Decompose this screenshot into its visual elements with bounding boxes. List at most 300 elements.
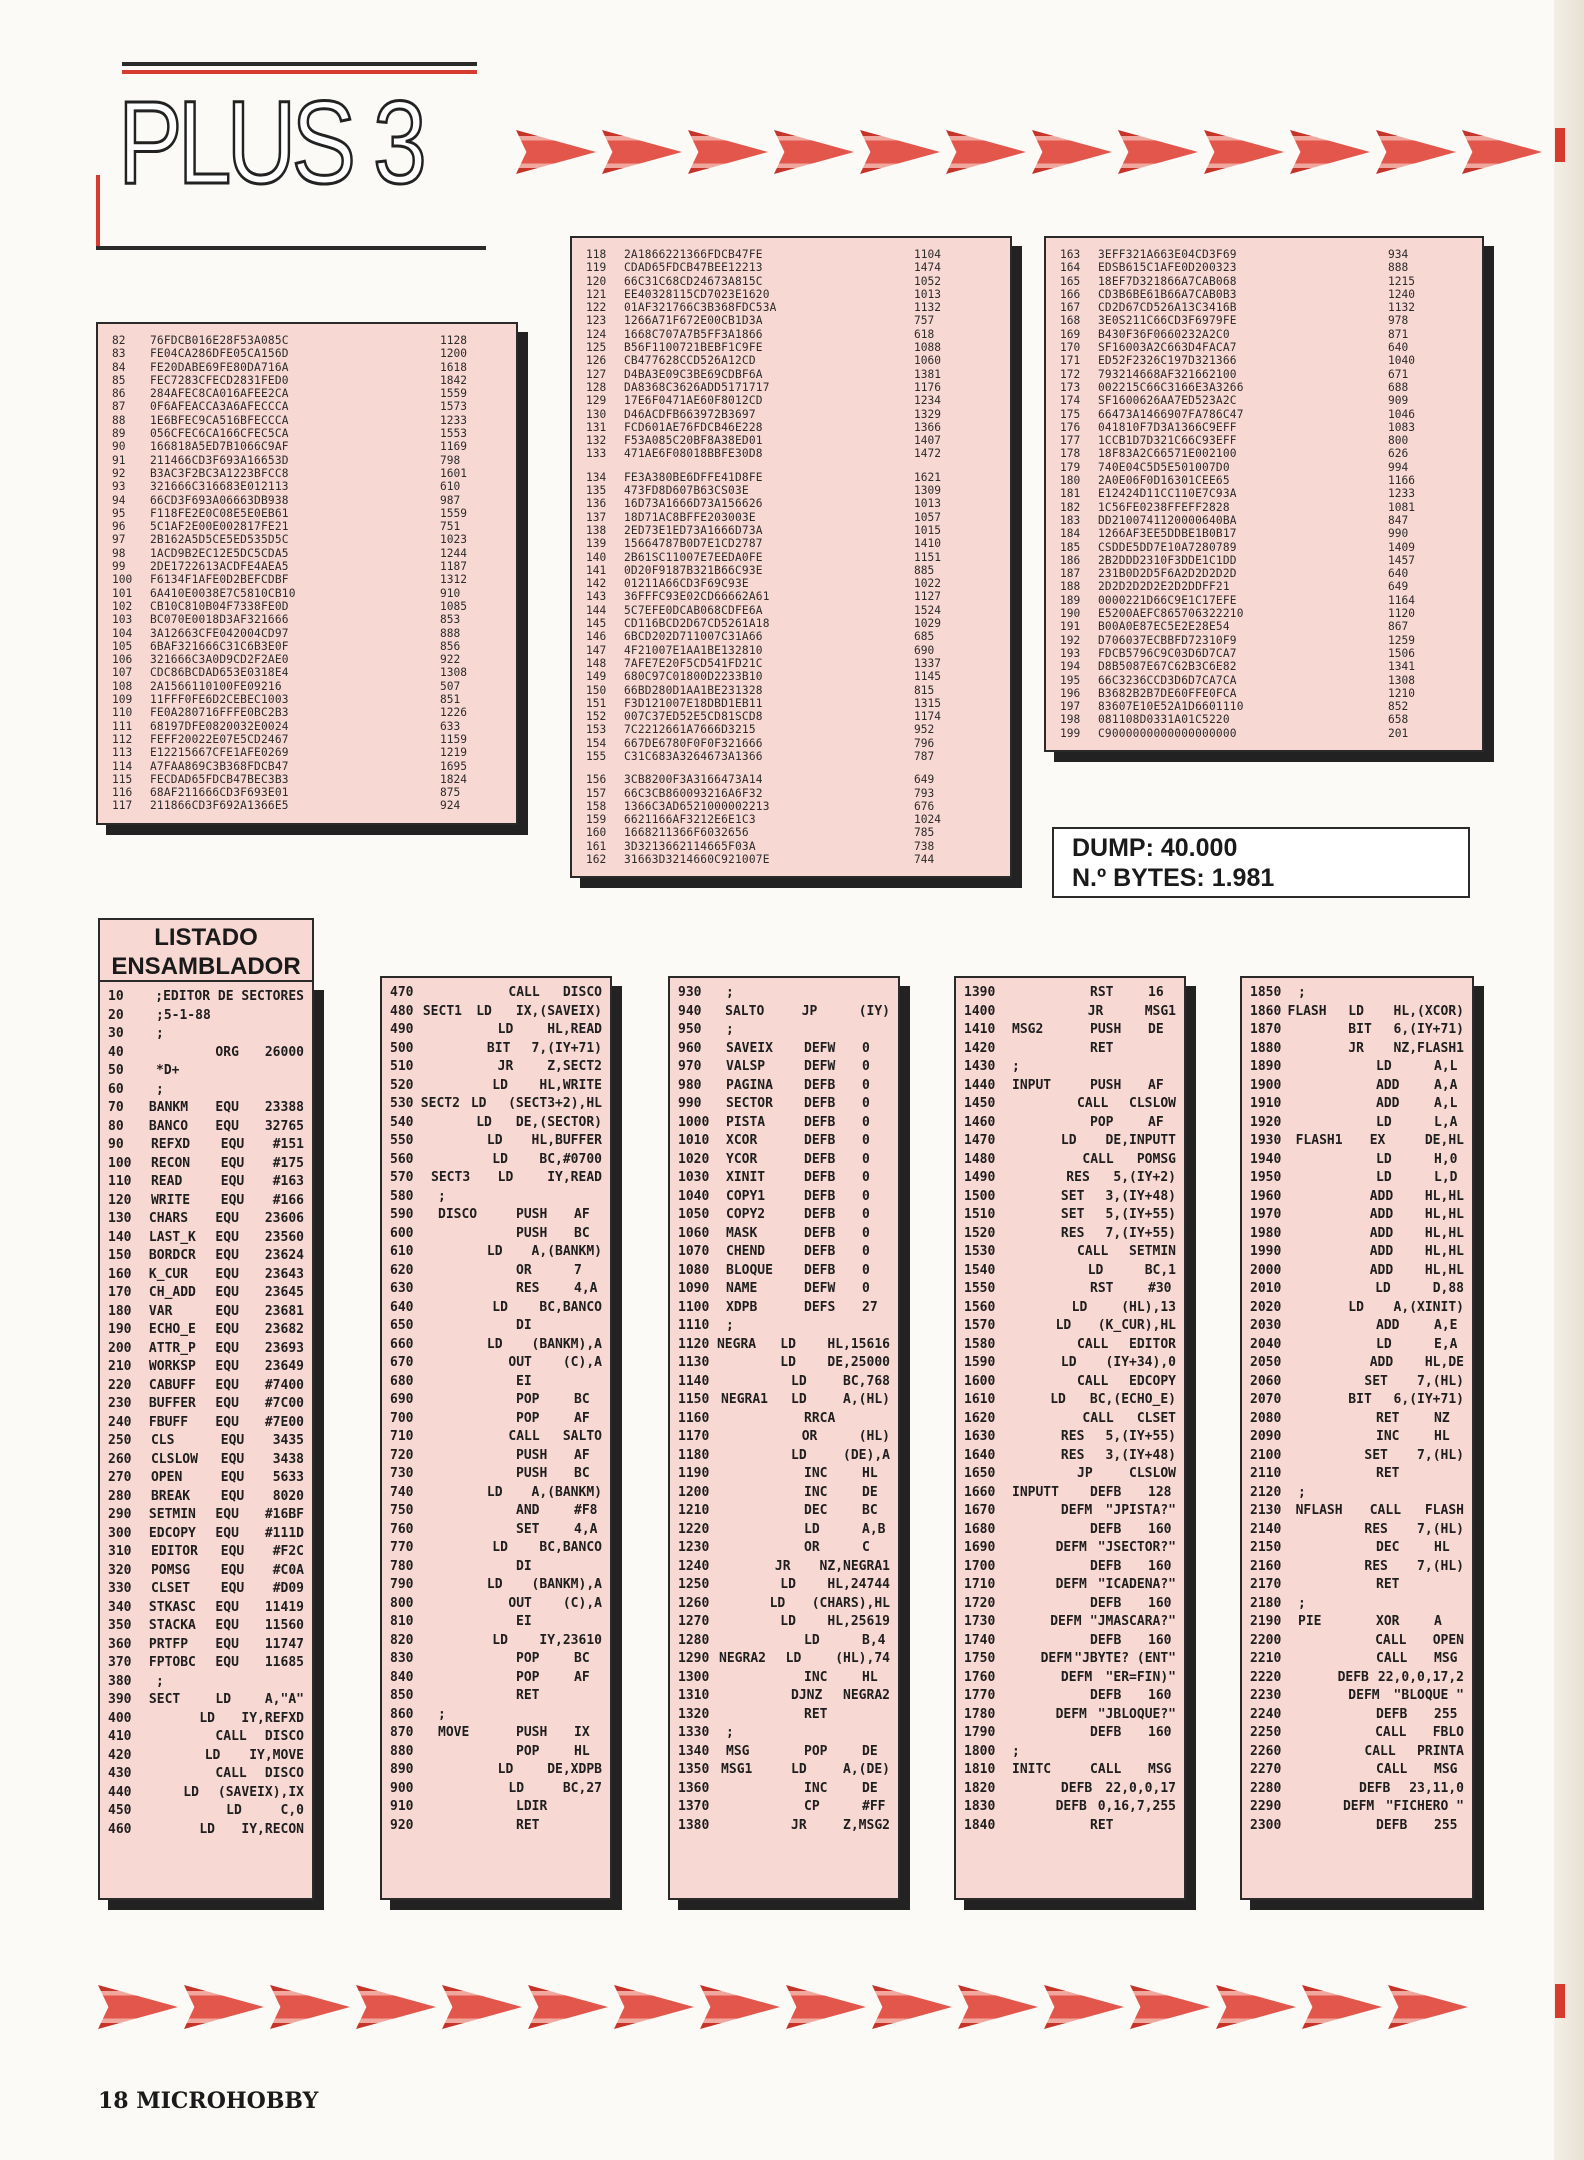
checksum: 1013 bbox=[914, 497, 941, 511]
hex-data: CB477628CCD526A12CD bbox=[624, 354, 756, 368]
asm-opcode: DEFB bbox=[1090, 1688, 1122, 1703]
asm-operand: #D09 bbox=[272, 1581, 304, 1596]
asm-line bbox=[108, 1469, 304, 1488]
asm-line bbox=[1250, 1576, 1464, 1595]
asm-opcode: CALL bbox=[1077, 1244, 1109, 1259]
asm-label bbox=[1012, 1724, 1090, 1743]
asm-column-2 bbox=[380, 976, 612, 1900]
asm-line bbox=[964, 1354, 1176, 1373]
hex-data: 740E04C5D5E501007D0 bbox=[1098, 460, 1230, 474]
asm-line bbox=[108, 1654, 304, 1673]
asm-opcode: EQU bbox=[220, 1155, 245, 1171]
hex-data: 4F21007E1AA1BE132810 bbox=[624, 643, 763, 657]
asm-operand: NZ bbox=[1434, 1410, 1450, 1426]
asm-line-number: 1300 bbox=[678, 1669, 710, 1685]
asm-line-number: 940 bbox=[678, 1003, 702, 1019]
hex-line bbox=[112, 746, 502, 759]
asm-operand: 23624 bbox=[264, 1248, 304, 1263]
line-number: 93 bbox=[112, 480, 126, 494]
asm-line bbox=[964, 1428, 1176, 1447]
asm-operand bbox=[1148, 1040, 1176, 1059]
asm-line-number: 40 bbox=[108, 1044, 124, 1060]
line-number: 124 bbox=[586, 327, 607, 341]
asm-operand: #F8 bbox=[574, 1503, 598, 1518]
asm-operand: #F2C bbox=[272, 1544, 304, 1559]
checksum: 885 bbox=[914, 563, 935, 577]
asm-line-number: 810 bbox=[390, 1614, 414, 1629]
asm-label bbox=[726, 1706, 804, 1725]
asm-label bbox=[726, 1410, 804, 1429]
asm-operand: 7,(HL) bbox=[1417, 1521, 1464, 1537]
asm-opcode: CALL bbox=[1369, 1503, 1402, 1518]
hex-data: FEC7283CFECD2831FED0 bbox=[150, 373, 289, 387]
hex-line bbox=[112, 693, 502, 706]
asm-operand: MSG bbox=[1148, 1762, 1172, 1777]
asm-line-number: 1220 bbox=[678, 1521, 710, 1537]
hex-data: 056CFEC6CA166CFEC5CA bbox=[150, 427, 289, 441]
asm-label: FLASH bbox=[1287, 1003, 1327, 1019]
asm-label: ; bbox=[438, 1188, 446, 1204]
checksum: 1219 bbox=[440, 746, 467, 760]
asm-line bbox=[1250, 1521, 1464, 1540]
asm-line-number: 2090 bbox=[1250, 1429, 1282, 1444]
asm-opcode: LD bbox=[1376, 1151, 1392, 1167]
asm-line-number: 1640 bbox=[964, 1447, 996, 1463]
hex-data: C9000000000000000000 bbox=[1098, 726, 1237, 740]
hex-data: CSDDE5DD7E10A7280789 bbox=[1098, 540, 1237, 554]
asm-operand: 3438 bbox=[272, 1451, 304, 1467]
asm-label: INITC bbox=[1012, 1762, 1052, 1777]
hex-data: 284AFEC8CA016AFEE2CA bbox=[150, 387, 289, 401]
line-number: 163 bbox=[1060, 248, 1081, 261]
asm-opcode: DEFB bbox=[1090, 1595, 1122, 1611]
asm-label: SECT bbox=[148, 1692, 181, 1707]
asm-line bbox=[1250, 1169, 1464, 1188]
asm-line bbox=[1250, 1354, 1464, 1373]
asm-label: SECTOR bbox=[726, 1096, 773, 1111]
checksum: 1104 bbox=[914, 248, 941, 261]
listado-title bbox=[98, 918, 314, 980]
checksum: 1472 bbox=[914, 447, 941, 461]
asm-line-number: 180 bbox=[108, 1303, 132, 1319]
asm-operand: HL,HL bbox=[1424, 1188, 1464, 1204]
asm-operand: 160 bbox=[1148, 1521, 1172, 1537]
asm-operand: (HL),74 bbox=[835, 1651, 890, 1666]
asm-operand: 11560 bbox=[264, 1618, 304, 1633]
asm-line bbox=[390, 1021, 602, 1040]
asm-line bbox=[964, 1817, 1176, 1836]
asm-line bbox=[108, 1765, 304, 1784]
asm-line-number: 1760 bbox=[964, 1669, 996, 1685]
checksum: 1233 bbox=[440, 413, 467, 427]
asm-line bbox=[964, 1447, 1176, 1466]
asm-label bbox=[726, 1798, 804, 1817]
line-number: 149 bbox=[586, 670, 607, 684]
asm-line-number: 2150 bbox=[1250, 1540, 1282, 1555]
asm-opcode: LD bbox=[470, 1096, 487, 1111]
checksum: 688 bbox=[1388, 380, 1409, 394]
asm-line-number: 1330 bbox=[678, 1725, 710, 1740]
asm-operand: BC,#0700 bbox=[539, 1151, 602, 1167]
asm-operand: #111D bbox=[264, 1525, 304, 1541]
asm-line-number: 1240 bbox=[678, 1558, 710, 1574]
checksum: 1022 bbox=[914, 577, 941, 591]
asm-line-number: 650 bbox=[390, 1318, 414, 1333]
asm-opcode: LD bbox=[492, 1151, 508, 1167]
asm-line bbox=[108, 1821, 304, 1840]
hex-line bbox=[112, 507, 502, 520]
hex-line bbox=[112, 400, 502, 413]
asm-operand: 32765 bbox=[264, 1118, 304, 1134]
asm-label bbox=[1012, 1817, 1090, 1836]
asm-label bbox=[431, 1021, 498, 1040]
line-number: 177 bbox=[1060, 434, 1081, 448]
asm-operand: 3435 bbox=[272, 1433, 304, 1448]
asm-line bbox=[678, 1447, 890, 1466]
asm-line-number: 1160 bbox=[678, 1410, 710, 1426]
asm-line bbox=[390, 1539, 602, 1558]
hex-line bbox=[112, 706, 502, 719]
asm-line bbox=[678, 1687, 890, 1706]
asm-label bbox=[145, 1747, 205, 1766]
asm-label bbox=[1001, 1132, 1061, 1151]
checksum: 987 bbox=[440, 493, 461, 507]
asm-opcode: DEFB bbox=[1359, 1780, 1391, 1796]
asm-opcode: LD bbox=[1055, 1318, 1072, 1333]
asm-opcode: LD bbox=[226, 1803, 242, 1818]
line-number: 166 bbox=[1060, 287, 1081, 301]
asm-line bbox=[678, 1798, 890, 1817]
asm-line-number: 2250 bbox=[1250, 1725, 1282, 1740]
asm-opcode: EI bbox=[516, 1373, 532, 1389]
asm-operand: E,A bbox=[1434, 1336, 1458, 1352]
checksum: 1120 bbox=[1388, 607, 1415, 621]
asm-line bbox=[1250, 1484, 1464, 1503]
hex-data: 002215C66C3166E3A3266 bbox=[1098, 380, 1244, 394]
asm-label bbox=[726, 1780, 804, 1799]
asm-line bbox=[1250, 1336, 1464, 1355]
hex-data: 2D2D2D2D2E2D2DDFF21 bbox=[1098, 580, 1230, 594]
asm-operand: 0 bbox=[862, 1262, 870, 1278]
asm-opcode: LD bbox=[780, 1577, 796, 1592]
asm-operand: IY,RECON bbox=[241, 1821, 304, 1837]
hex-line bbox=[1060, 727, 1468, 740]
hex-data: CDAD65FDCB47BEE12213 bbox=[624, 261, 763, 275]
asm-opcode: EX bbox=[1369, 1133, 1386, 1148]
asm-opcode: EQU bbox=[215, 1377, 239, 1393]
asm-label bbox=[435, 1354, 508, 1373]
asm-line-number: 2140 bbox=[1250, 1521, 1282, 1537]
asm-line bbox=[678, 1391, 890, 1410]
asm-opcode: CALL bbox=[1364, 1743, 1396, 1759]
asm-operand: 0 bbox=[862, 1077, 870, 1093]
arrow-shape bbox=[528, 1985, 608, 2029]
arrow-shape bbox=[860, 130, 940, 174]
asm-line bbox=[678, 1206, 890, 1225]
line-number: 88 bbox=[112, 413, 126, 427]
asm-label bbox=[717, 1354, 780, 1373]
asm-opcode: DEFB bbox=[804, 1133, 836, 1148]
asm-line-number: 900 bbox=[390, 1780, 414, 1796]
hex-data: 11FFF0FE6D2CEBEC1003 bbox=[150, 693, 289, 707]
asm-line-number: 560 bbox=[390, 1151, 414, 1167]
asm-operand: BC bbox=[574, 1466, 590, 1481]
asm-opcode: RET bbox=[1376, 1466, 1400, 1481]
asm-line bbox=[390, 1798, 602, 1817]
asm-label bbox=[1012, 1558, 1090, 1577]
asm-line-number: 1430 bbox=[964, 1059, 996, 1074]
asm-line-number: 1450 bbox=[964, 1096, 996, 1111]
asm-operand: HL,(XCOR) bbox=[1393, 1003, 1464, 1019]
hex-line bbox=[112, 520, 502, 533]
checksum: 649 bbox=[1388, 580, 1409, 594]
asm-label bbox=[438, 1613, 516, 1632]
asm-operand bbox=[862, 1410, 890, 1429]
line-number: 173 bbox=[1060, 380, 1081, 394]
asm-opcode: CALL bbox=[215, 1766, 247, 1781]
hex-line bbox=[586, 408, 996, 421]
asm-label bbox=[995, 1650, 1040, 1669]
asm-line-number: 20 bbox=[108, 1007, 124, 1023]
asm-opcode: DEFM bbox=[1055, 1540, 1087, 1555]
checksum: 853 bbox=[440, 613, 461, 627]
asm-operand: 23,11,0 bbox=[1409, 1780, 1464, 1796]
asm-opcode: RET bbox=[1376, 1410, 1400, 1426]
line-number: 156 bbox=[586, 773, 607, 787]
hex-line bbox=[586, 341, 996, 354]
asm-label bbox=[1294, 1447, 1365, 1466]
asm-label: DISCO bbox=[438, 1207, 478, 1222]
asm-line-number: 1290 bbox=[678, 1651, 710, 1666]
asm-operand: HL bbox=[1434, 1540, 1450, 1555]
hex-line bbox=[586, 840, 996, 853]
asm-line-number: 1360 bbox=[678, 1780, 710, 1796]
hex-data: 18EF7D321866A7CAB068 bbox=[1098, 274, 1237, 288]
asm-opcode: SET bbox=[1364, 1373, 1388, 1389]
asm-opcode: RES bbox=[1060, 1447, 1085, 1463]
asm-label bbox=[1287, 1391, 1348, 1410]
hex-line bbox=[1060, 700, 1468, 713]
asm-opcode: EQU bbox=[220, 1137, 245, 1152]
asm-opcode: EQU bbox=[215, 1655, 239, 1670]
asm-line-number: 1200 bbox=[678, 1484, 710, 1500]
asm-line-number: 2020 bbox=[1250, 1299, 1282, 1315]
asm-opcode: DEFM bbox=[1060, 1503, 1093, 1518]
asm-label: SETMIN bbox=[148, 1507, 196, 1522]
checksum: 1127 bbox=[914, 590, 941, 604]
asm-operand: MSG bbox=[1434, 1762, 1458, 1777]
asm-line-number: 220 bbox=[108, 1377, 132, 1393]
asm-operand: #163 bbox=[272, 1174, 304, 1189]
checksum: 685 bbox=[914, 630, 935, 644]
checksum: 1029 bbox=[914, 617, 941, 631]
hex-panel-2 bbox=[570, 236, 1012, 878]
asm-operand bbox=[574, 1687, 602, 1706]
checksum: 1381 bbox=[914, 367, 941, 381]
asm-line bbox=[1250, 1743, 1464, 1762]
line-number: 136 bbox=[586, 497, 607, 511]
hex-data: 3CB8200F3A3166473A14 bbox=[624, 773, 763, 787]
asm-label: STACKA bbox=[148, 1618, 196, 1633]
asm-line bbox=[964, 1798, 1176, 1817]
asm-label bbox=[429, 1632, 492, 1651]
checksum: 1457 bbox=[1388, 553, 1415, 567]
hex-line bbox=[112, 440, 502, 453]
asm-opcode: AND bbox=[516, 1503, 540, 1518]
checksum: 1695 bbox=[440, 759, 467, 773]
asm-line-number: 620 bbox=[390, 1262, 414, 1278]
asm-line bbox=[390, 1743, 602, 1762]
asm-operand: AF bbox=[1148, 1114, 1164, 1130]
asm-label bbox=[1294, 1521, 1365, 1540]
asm-line-number: 1460 bbox=[964, 1114, 996, 1130]
hex-line bbox=[1060, 301, 1468, 314]
asm-label bbox=[1007, 1095, 1077, 1114]
asm-opcode: CALL bbox=[1375, 1632, 1407, 1648]
asm-operand: A bbox=[1434, 1614, 1442, 1629]
asm-line bbox=[964, 1521, 1176, 1540]
asm-line bbox=[108, 1506, 304, 1525]
asm-opcode: CALL bbox=[215, 1729, 247, 1744]
hex-line bbox=[1060, 421, 1468, 434]
line-number: 82 bbox=[112, 334, 126, 347]
asm-operand: 0 bbox=[862, 1225, 870, 1241]
asm-line bbox=[964, 1243, 1176, 1262]
asm-line-number: 280 bbox=[108, 1488, 132, 1504]
asm-label: LAST_K bbox=[148, 1229, 196, 1245]
asm-line-number: 1650 bbox=[964, 1466, 996, 1481]
asm-line bbox=[964, 1077, 1176, 1096]
arrow-shape bbox=[1118, 130, 1198, 174]
asm-line-number: 500 bbox=[390, 1040, 414, 1056]
asm-operand: 7,(HL) bbox=[1417, 1373, 1464, 1389]
asm-line-number: 1490 bbox=[964, 1170, 996, 1185]
hex-line bbox=[112, 547, 502, 560]
asm-line bbox=[678, 1761, 890, 1780]
asm-line bbox=[390, 1484, 602, 1503]
asm-line-number: 2100 bbox=[1250, 1447, 1282, 1463]
asm-line bbox=[1250, 1021, 1464, 1040]
hex-line bbox=[1060, 541, 1468, 554]
checksum: 649 bbox=[914, 773, 935, 787]
asm-line bbox=[390, 1003, 602, 1022]
asm-line-number: 1890 bbox=[1250, 1059, 1282, 1074]
line-number: 101 bbox=[112, 586, 133, 600]
asm-label bbox=[1012, 1687, 1090, 1706]
asm-operand: "JMASCARA?" bbox=[1089, 1614, 1176, 1629]
asm-opcode: LD bbox=[791, 1392, 807, 1407]
asm-line-number: 1270 bbox=[678, 1614, 710, 1629]
asm-opcode: LD bbox=[486, 1577, 503, 1592]
checksum: 1176 bbox=[914, 380, 941, 394]
asm-line bbox=[108, 1580, 304, 1599]
asm-line bbox=[108, 1525, 304, 1544]
asm-line-number: 1700 bbox=[964, 1558, 996, 1574]
hex-line bbox=[112, 560, 502, 573]
asm-operand: 23606 bbox=[264, 1211, 304, 1226]
asm-line bbox=[964, 1262, 1176, 1281]
asm-line-number: 1550 bbox=[964, 1281, 996, 1296]
hex-data: 6621166AF3212E6E1C3 bbox=[624, 813, 756, 827]
asm-opcode: DEFW bbox=[804, 1281, 836, 1296]
hex-line bbox=[586, 261, 996, 274]
asm-opcode: DEFB bbox=[804, 1077, 836, 1093]
asm-opcode: DEFB bbox=[1055, 1799, 1087, 1814]
hex-line bbox=[586, 697, 996, 710]
asm-label bbox=[997, 1613, 1050, 1632]
asm-line-number: 1710 bbox=[964, 1577, 996, 1592]
asm-opcode: INC bbox=[804, 1780, 828, 1796]
asm-line-number: 1180 bbox=[678, 1447, 710, 1463]
asm-operand bbox=[574, 1798, 602, 1817]
asm-line bbox=[390, 1077, 602, 1096]
bottom-arrow-strip bbox=[98, 1985, 1474, 2029]
asm-line-number: 520 bbox=[390, 1077, 414, 1093]
checksum: 796 bbox=[914, 736, 935, 750]
asm-operand: AF bbox=[574, 1447, 590, 1463]
checksum: 658 bbox=[1388, 713, 1409, 727]
asm-line-number: 430 bbox=[108, 1766, 132, 1781]
asm-line-number: 410 bbox=[108, 1729, 132, 1744]
line-number: 142 bbox=[586, 577, 607, 591]
asm-opcode: EQU bbox=[215, 1100, 239, 1115]
asm-operand: (HL),13 bbox=[1121, 1299, 1176, 1315]
asm-opcode: DEFB bbox=[804, 1225, 836, 1241]
asm-operand: DE,25000 bbox=[827, 1355, 890, 1370]
asm-line-number: 70 bbox=[108, 1100, 124, 1115]
asm-opcode: EQU bbox=[215, 1303, 239, 1319]
arrow-shape bbox=[1130, 1985, 1210, 2029]
asm-line bbox=[678, 1040, 890, 1059]
asm-line-number: 2300 bbox=[1250, 1817, 1282, 1833]
checksum: 690 bbox=[914, 643, 935, 657]
asm-line bbox=[964, 1040, 1176, 1059]
asm-operand: 23682 bbox=[264, 1322, 304, 1337]
asm-line-number: 1670 bbox=[964, 1503, 996, 1518]
asm-line-number: 1500 bbox=[964, 1188, 996, 1204]
checksum: 922 bbox=[440, 653, 461, 667]
asm-line bbox=[964, 1003, 1176, 1022]
asm-label: ; bbox=[1298, 1484, 1306, 1500]
asm-line bbox=[390, 1243, 602, 1262]
line-number: 170 bbox=[1060, 341, 1081, 355]
asm-line bbox=[108, 1543, 304, 1562]
asm-operand bbox=[574, 1817, 602, 1836]
asm-label: SAVEIX bbox=[726, 1040, 773, 1056]
asm-operand bbox=[1434, 1576, 1464, 1595]
plus3-logo: PLUS 3 bbox=[118, 77, 422, 209]
asm-opcode: DEFB bbox=[804, 1244, 836, 1259]
asm-label bbox=[1012, 1521, 1090, 1540]
asm-operand: A,B bbox=[862, 1521, 886, 1537]
line-number: 141 bbox=[586, 563, 607, 577]
asm-operand: IY,MOVE bbox=[249, 1747, 304, 1763]
asm-operand: L,D bbox=[1434, 1170, 1458, 1185]
asm-opcode: LD bbox=[769, 1595, 786, 1611]
hex-data: 01AF321766C3B368FDC53A bbox=[624, 301, 777, 315]
asm-label: XINIT bbox=[726, 1170, 766, 1185]
line-number: 85 bbox=[112, 373, 126, 387]
hex-line bbox=[586, 617, 996, 630]
asm-opcode: CALL bbox=[1077, 1096, 1109, 1111]
asm-opcode: POP bbox=[516, 1651, 540, 1666]
asm-line-number: 290 bbox=[108, 1507, 132, 1522]
line-number: 174 bbox=[1060, 394, 1081, 408]
asm-line bbox=[678, 1336, 890, 1355]
hex-line bbox=[586, 657, 996, 670]
asm-opcode: ADD bbox=[1376, 1318, 1400, 1333]
asm-label bbox=[726, 1539, 804, 1558]
